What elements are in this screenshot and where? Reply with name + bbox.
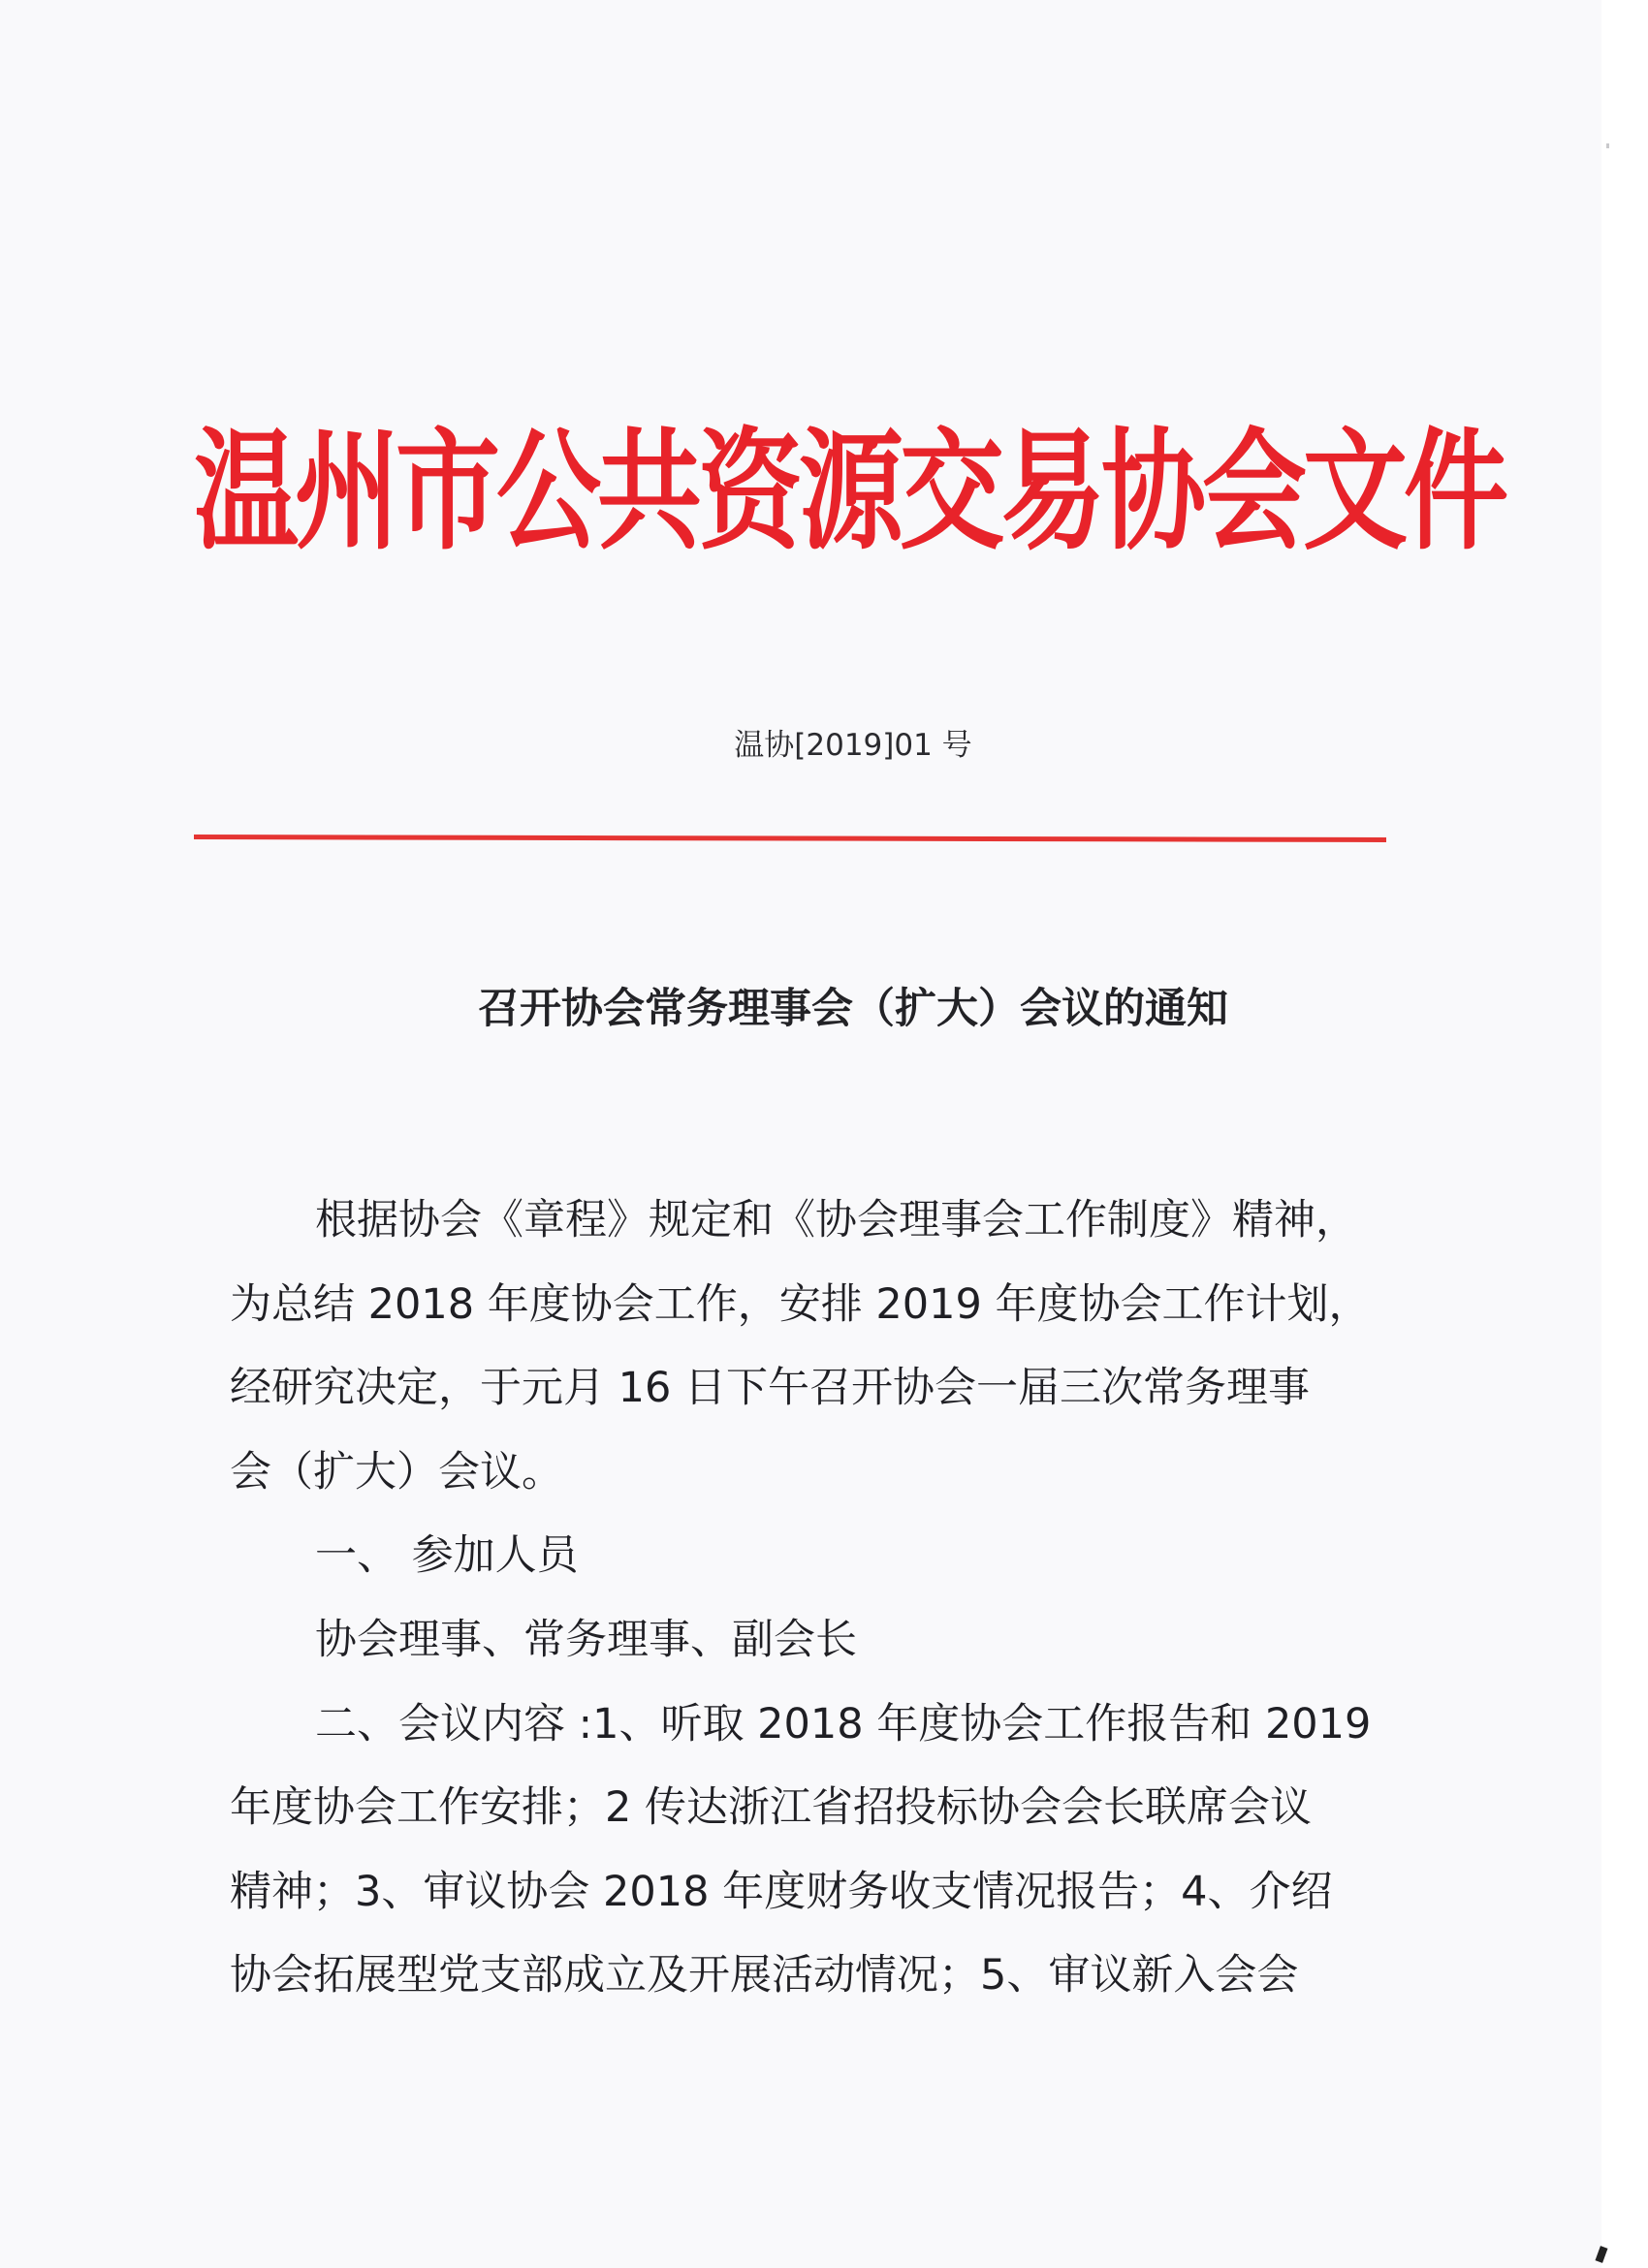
scan-speck [1606,143,1609,148]
document-header-title: 温州市公共资源交易协会文件 [194,415,1505,569]
body-line: 根据协会《章程》规定和《协会理事会工作制度》精神， [315,1196,1357,1244]
section-heading: 二、会议内容 :1、听取 2018 年度协会工作报告和 2019 [315,1699,1372,1748]
scan-edge [1601,0,1648,2268]
body-line: 年度协会工作安排；2 传达浙江省招投标协会会长联席会议 [230,1783,1313,1833]
body-line: 协会理事、常务理事、副会长 [315,1615,857,1664]
body-line: 会（扩大）会议。 [230,1447,563,1496]
body-line: 协会拓展型党支部成立及开展活动情况；5、审议新入会会 [230,1951,1299,2000]
notice-title: 召开协会常务理事会（扩大）会议的通知 [478,985,1228,1033]
document-number: 温协[2019]01 号 [734,728,972,763]
red-divider-line [194,835,1386,842]
body-line: 为总结 2018 年度协会工作，安排 2019 年度协会工作计划， [230,1279,1371,1329]
section-heading: 一、 参加人员 [315,1531,579,1581]
body-line: 经研究决定，于元月 16 日下午召开协会一届三次常务理事 [230,1364,1311,1413]
body-line: 精神；3、审议协会 2018 年度财务收支情况报告；4、介绍 [230,1867,1333,1916]
notice-body [230,1179,1372,2018]
